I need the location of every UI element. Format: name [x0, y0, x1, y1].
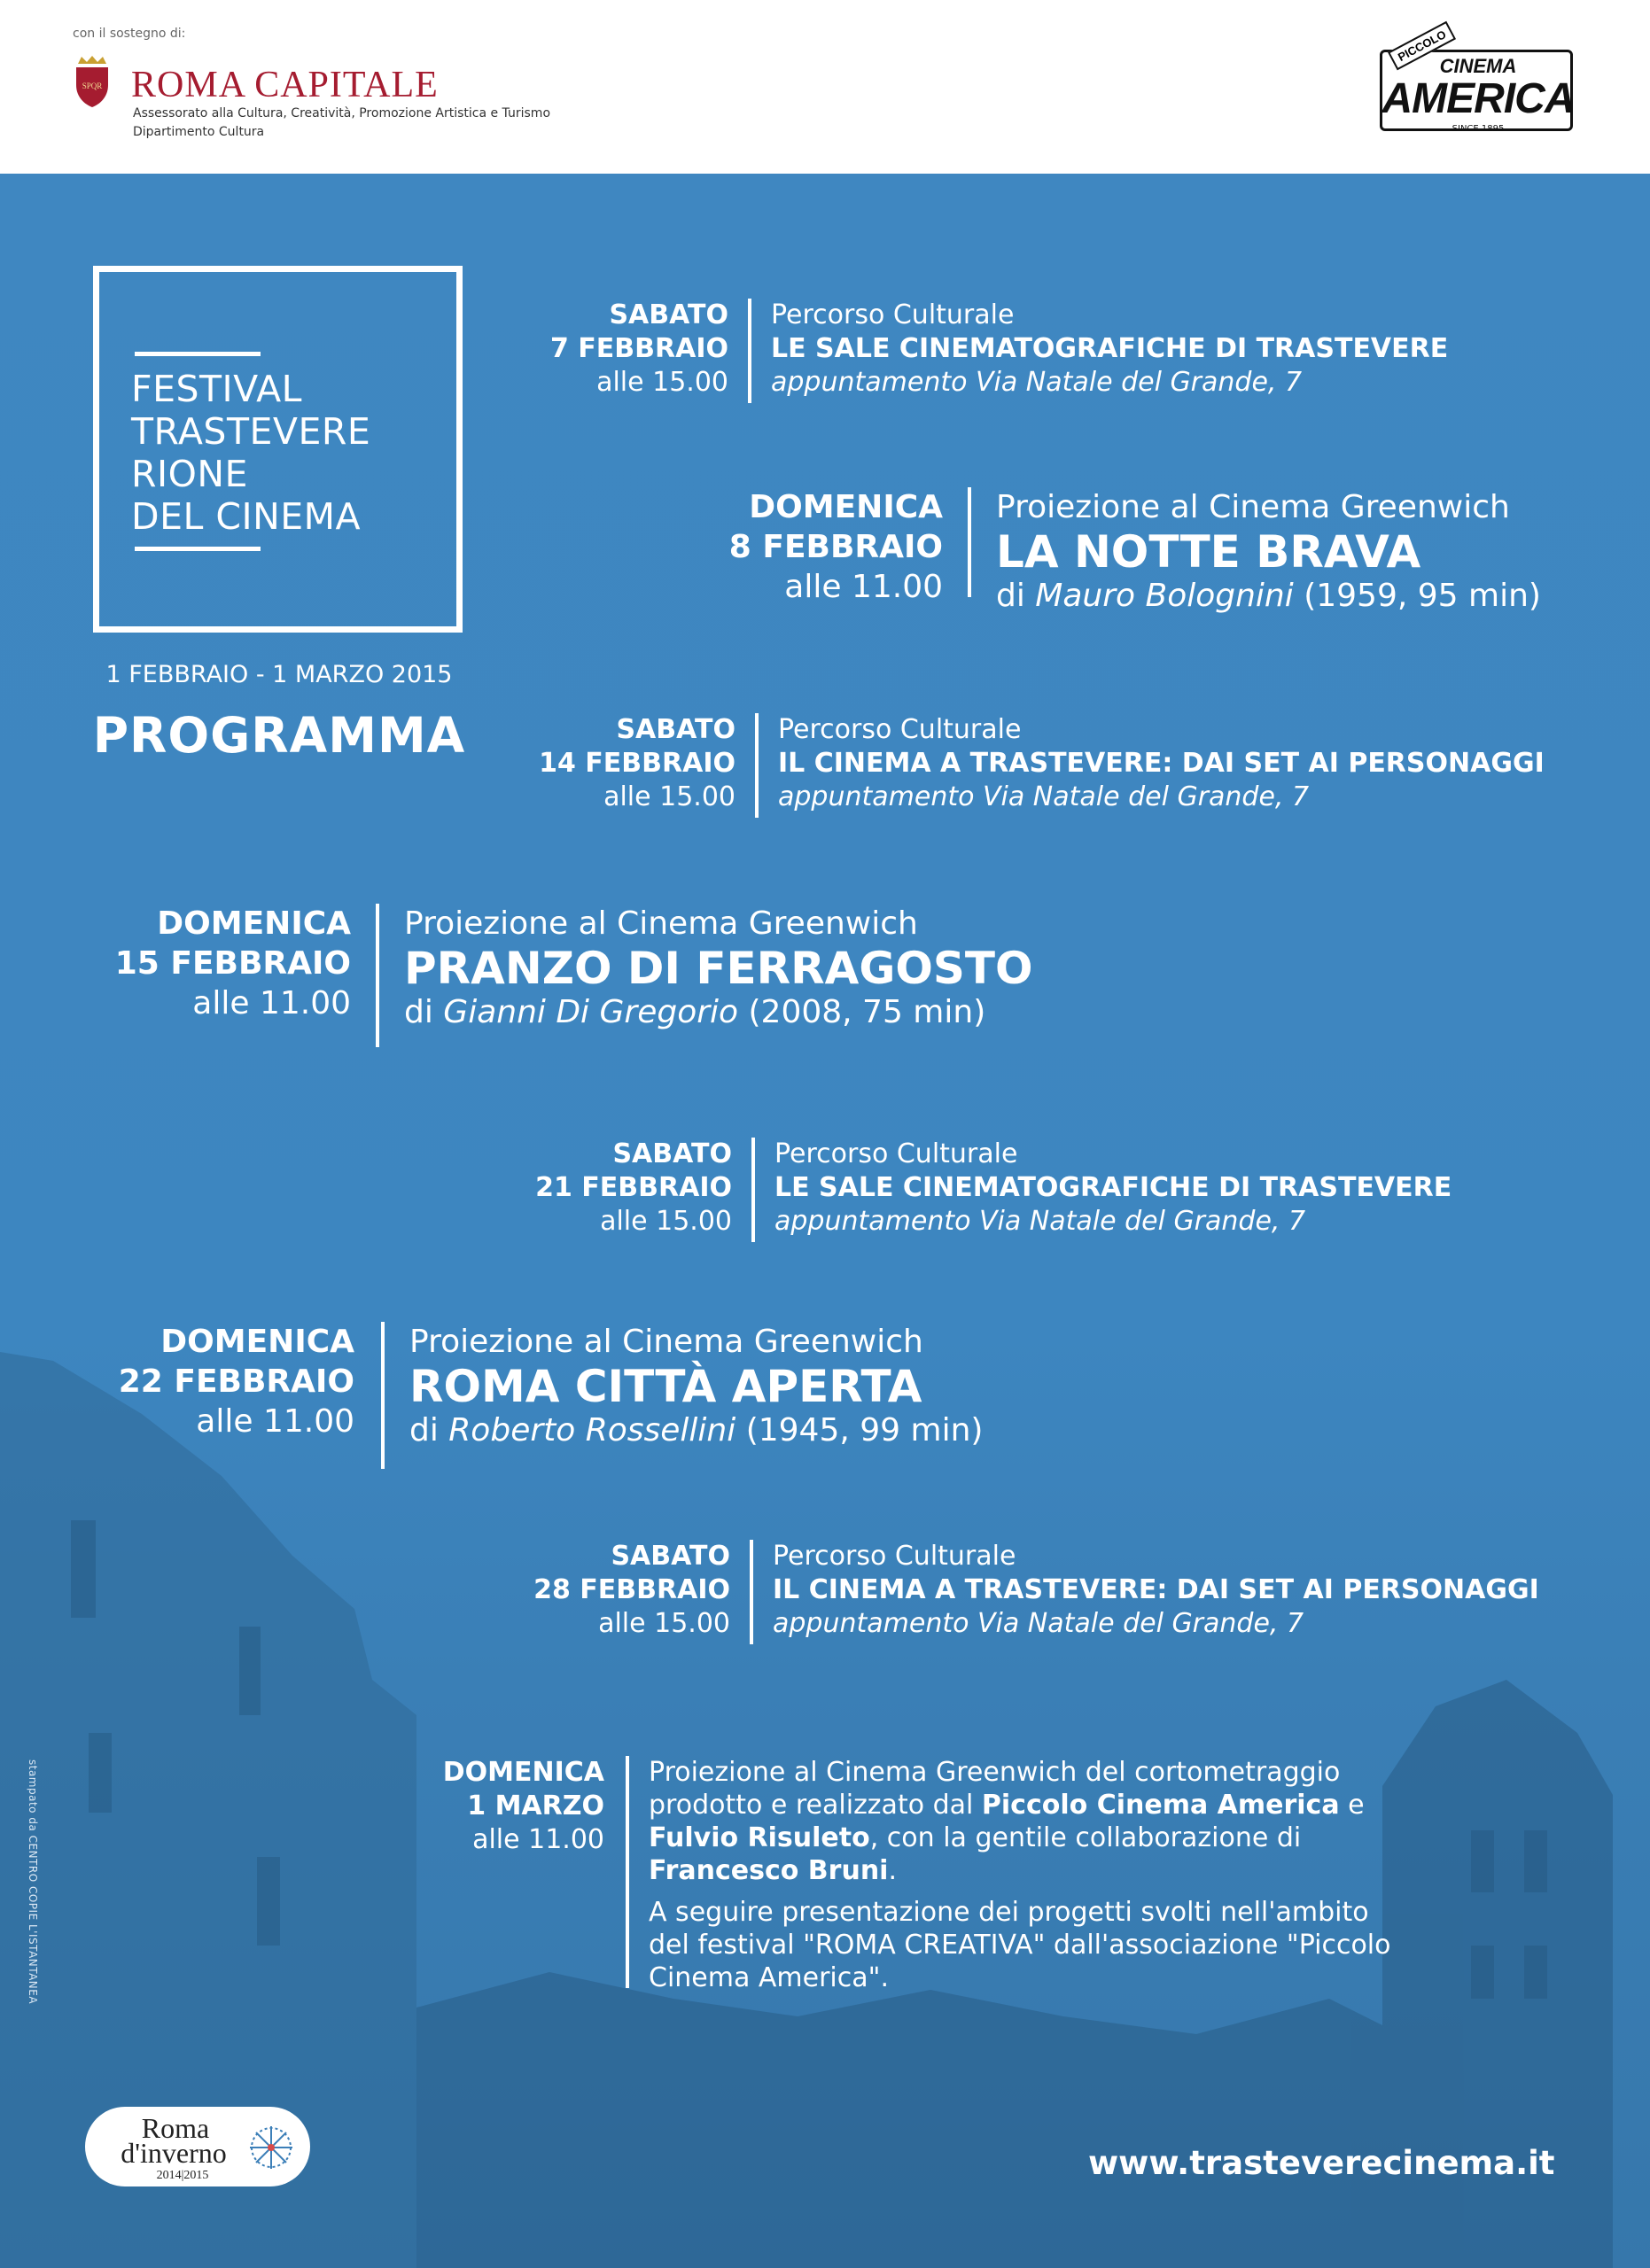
event-date: 1 MARZO	[467, 1790, 604, 1821]
event-category: Proiezione al Cinema Greenwich	[996, 489, 1510, 525]
event-title: LE SALE CINEMATOGRAFICHE DI TRASTEVERE	[774, 1172, 1452, 1203]
event-date-block	[0, 299, 728, 400]
desc-text: e	[1339, 1790, 1365, 1821]
event-date: 21 FEBBRAIO	[535, 1172, 732, 1203]
desc-text: , con la gentile collaborazione di	[869, 1822, 1302, 1853]
event-divider	[755, 713, 759, 818]
event-location: appuntamento Via Natale del Grande, 7	[771, 367, 1303, 398]
event-title: IL CINEMA A TRASTEVERE: DAI SET AI PERSONAGGI	[773, 1574, 1539, 1605]
event-day: SABATO	[616, 714, 735, 745]
festival-dates: 1 FEBBRAIO - 1 MARZO 2015	[105, 661, 453, 688]
event-title: LE SALE CINEMATOGRAFICHE DI TRASTEVERE	[771, 333, 1449, 364]
event-info: (1959, 95 min)	[1293, 578, 1541, 614]
event-date: 22 FEBBRAIO	[118, 1363, 354, 1400]
event-title: ROMA CITTÀ APERTA	[409, 1361, 922, 1412]
rdi-roma-label: Roma	[141, 2112, 210, 2144]
event-director: Mauro Bolognini	[1035, 578, 1294, 614]
event-day: DOMENICA	[157, 905, 351, 942]
event-details	[996, 487, 1541, 617]
event-divider	[748, 299, 751, 403]
header	[0, 0, 1650, 174]
event-time: alle 11.00	[472, 1824, 604, 1855]
event-details	[774, 1138, 1452, 1239]
rdi-inverno-label: d'inverno	[121, 2137, 227, 2169]
roma-capitale-title: ROMA CAPITALE	[131, 65, 439, 105]
desc-collaborator: Francesco Bruni	[649, 1855, 889, 1886]
event-time: alle 15.00	[600, 1206, 732, 1237]
piccolo-cinema-america-logo	[1376, 28, 1580, 135]
event-details	[404, 904, 1033, 1033]
assessorato-line: Assessorato alla Cultura, Creatività, Promozione Artistica e Turismo	[133, 106, 551, 120]
event-time: alle 11.00	[192, 985, 351, 1021]
event-date-block	[0, 487, 943, 607]
roma-capitale-subtitle	[133, 105, 594, 142]
desc-producer: Piccolo Cinema America	[981, 1790, 1340, 1821]
event-time: alle 15.00	[598, 1608, 730, 1639]
snowflake-icon	[245, 2121, 298, 2174]
event-date: 15 FEBBRAIO	[114, 945, 351, 982]
event-di: di	[409, 1412, 449, 1449]
event-day: DOMENICA	[442, 1757, 604, 1788]
event-time: alle 15.00	[603, 781, 735, 812]
event-details	[771, 299, 1448, 400]
event-divider	[626, 1756, 629, 1988]
event-info: (2008, 75 min)	[738, 994, 986, 1030]
event-location: appuntamento Via Natale del Grande, 7	[773, 1608, 1304, 1639]
event-day: DOMENICA	[160, 1324, 354, 1360]
pca-since-label: SINCE 1895	[1452, 124, 1505, 134]
programma-heading: PROGRAMMA	[92, 707, 466, 764]
event-director: Gianni Di Gregorio	[443, 994, 739, 1030]
event-date-block	[0, 1540, 730, 1641]
pca-cinema-label: CINEMA	[1439, 55, 1517, 77]
event-date-block	[0, 713, 735, 814]
pca-america-label: AMERICA	[1381, 75, 1575, 122]
event-location: appuntamento Via Natale del Grande, 7	[778, 781, 1310, 812]
printer-credit: stampato da CENTRO COPIE L'ISTANTANEA	[27, 1759, 39, 2005]
event-category: Percorso Culturale	[778, 714, 1022, 745]
desc-text: .	[888, 1855, 898, 1886]
dipartimento-line: Dipartimento Cultura	[133, 125, 265, 139]
event-time: alle 11.00	[784, 569, 943, 605]
event-date-block	[0, 1322, 354, 1441]
event-time: alle 11.00	[196, 1403, 354, 1440]
svg-text:SPQR: SPQR	[82, 82, 103, 90]
desc-director: Fulvio Risuleto	[649, 1822, 870, 1853]
pca-piccolo-label: PICCOLO	[1388, 21, 1456, 71]
event-divider	[968, 487, 971, 597]
event-info: (1945, 99 min)	[735, 1412, 984, 1449]
program-panel	[0, 174, 1650, 2268]
roma-capitale-emblem-icon	[73, 55, 112, 108]
sponsor-caption: con il sostegno di:	[73, 27, 186, 41]
event-details	[649, 1756, 1411, 1994]
event-day: DOMENICA	[749, 489, 943, 525]
roma-dinverno-logo	[85, 2107, 310, 2186]
event-category: Proiezione al Cinema Greenwich	[404, 905, 918, 942]
event-followup: A seguire presentazione dei progetti svolti nell'ambito del festival "ROMA CREATIVA" dall'associazione "Piccolo Cinema America".	[649, 1897, 1391, 1993]
event-title: LA NOTTE BRAVA	[996, 526, 1421, 578]
event-details	[409, 1322, 983, 1451]
event-date-block	[0, 1138, 732, 1239]
website-link[interactable]: www.trasteverecinema.it	[1088, 2144, 1555, 2182]
event-date-block	[0, 1756, 604, 1857]
event-divider	[381, 1322, 385, 1469]
event-location: appuntamento Via Natale del Grande, 7	[774, 1206, 1306, 1237]
event-day: SABATO	[611, 1541, 730, 1572]
event-details	[773, 1540, 1539, 1641]
event-description	[649, 1756, 1411, 1887]
event-day: SABATO	[609, 299, 728, 330]
event-date: 8 FEBBRAIO	[728, 529, 943, 565]
desc-text: Proiezione al Cinema Greenwich del cortometraggio prodotto e realizzato dal	[649, 1757, 1341, 1821]
event-date: 7 FEBBRAIO	[549, 333, 728, 364]
festival-title: FESTIVAL TRASTEVERE RIONE DEL CINEMA	[131, 368, 371, 538]
event-category: Proiezione al Cinema Greenwich	[409, 1324, 923, 1360]
event-category: Percorso Culturale	[774, 1138, 1018, 1169]
event-credits	[404, 992, 1033, 1033]
event-divider	[751, 1138, 755, 1242]
event-category: Percorso Culturale	[773, 1541, 1016, 1572]
event-time: alle 15.00	[596, 367, 728, 398]
event-date: 14 FEBBRAIO	[539, 748, 735, 779]
event-details	[778, 713, 1545, 814]
event-credits	[409, 1410, 983, 1451]
event-di: di	[404, 994, 444, 1030]
event-title: IL CINEMA A TRASTEVERE: DAI SET AI PERSONAGGI	[778, 748, 1545, 779]
event-di: di	[996, 578, 1036, 614]
rdi-years-label: 2014|2015	[156, 2169, 209, 2182]
event-divider	[750, 1540, 753, 1644]
event-date-block	[0, 904, 351, 1023]
event-divider	[376, 904, 379, 1047]
event-title: PRANZO DI FERRAGOSTO	[404, 943, 1033, 994]
event-date: 28 FEBBRAIO	[533, 1574, 730, 1605]
event-credits	[996, 576, 1541, 617]
event-day: SABATO	[612, 1138, 732, 1169]
event-category: Percorso Culturale	[771, 299, 1015, 330]
event-director: Roberto Rossellini	[448, 1412, 736, 1449]
